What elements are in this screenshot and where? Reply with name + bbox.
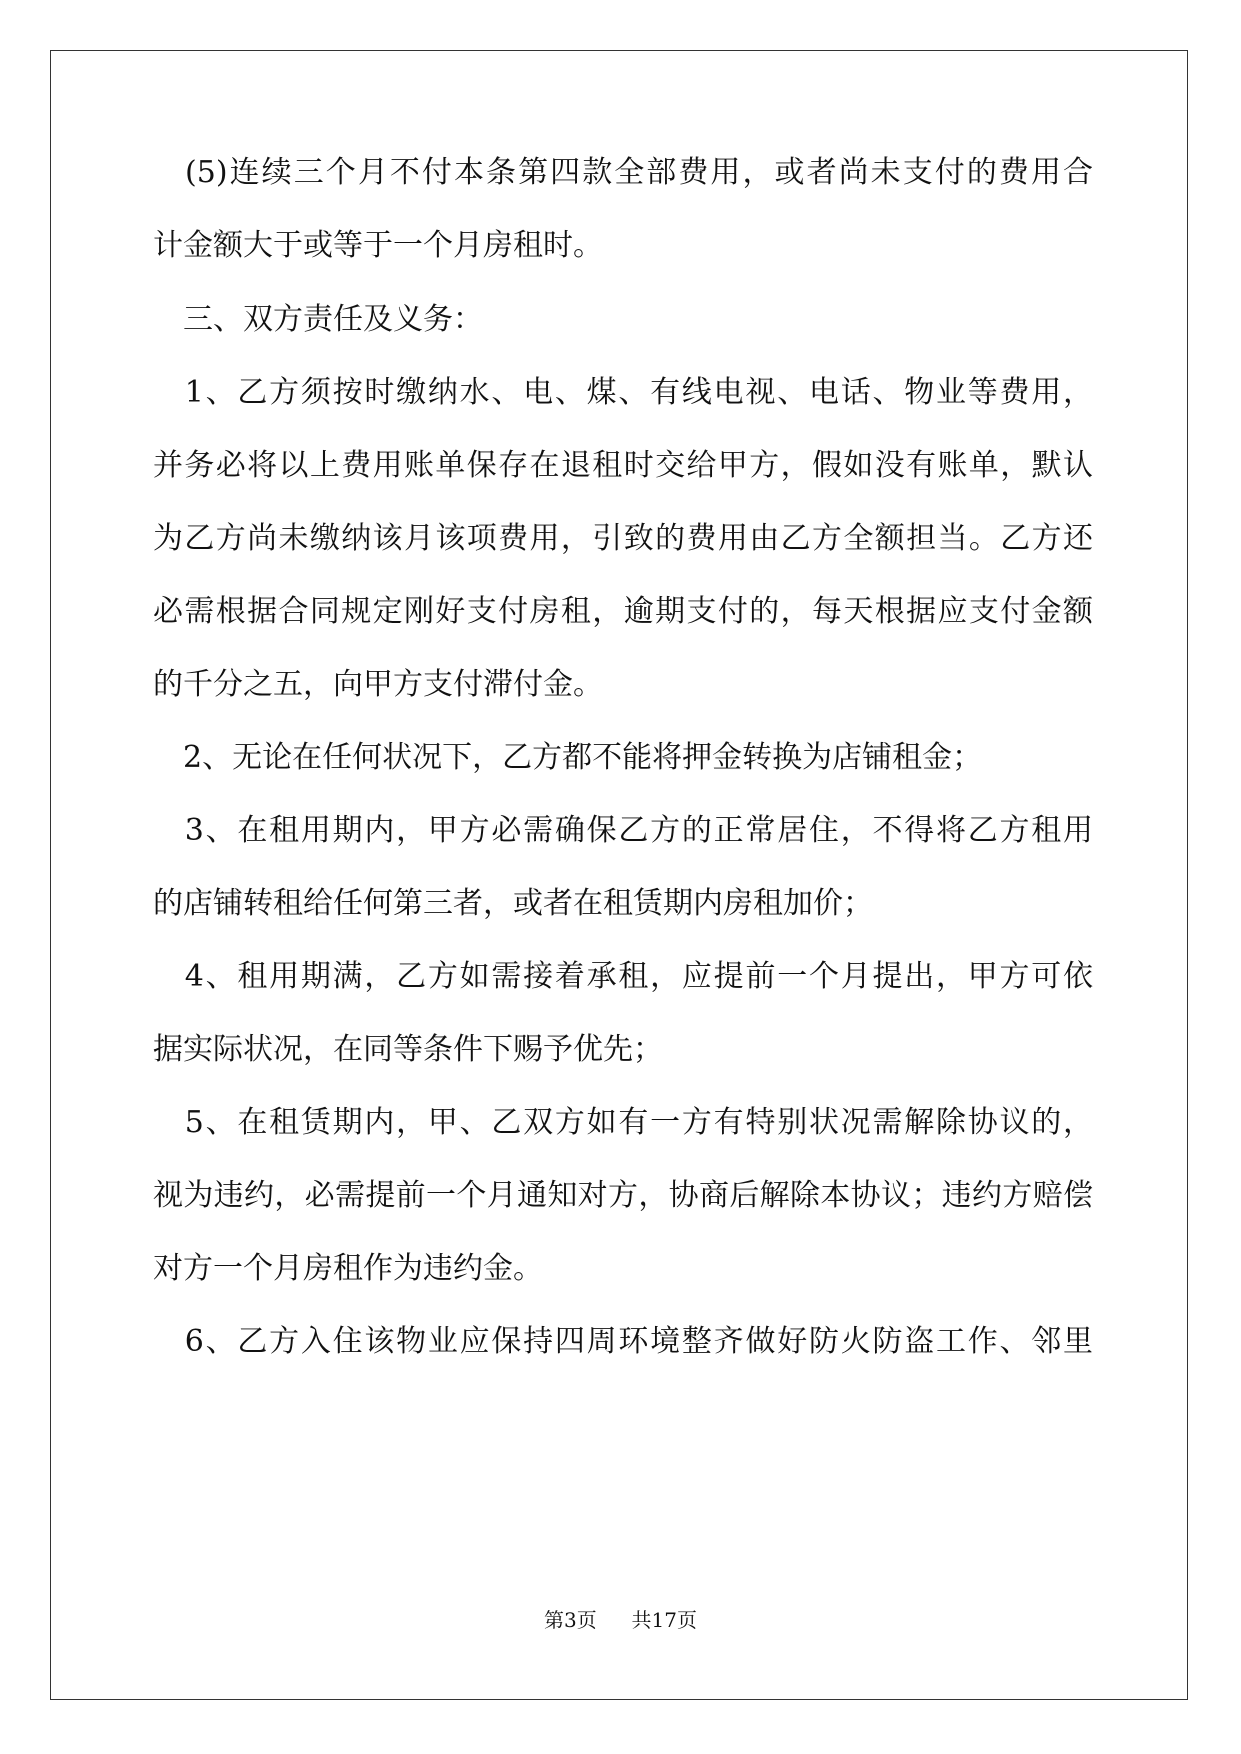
text-line: 3、在租用期内，甲方必需确保乙方的正常居住，不得将乙方租用: [153, 813, 1093, 848]
text-line: 为乙方尚未缴纳该月该项费用，引致的费用由乙方全额担当。乙方还: [153, 521, 1093, 556]
text-line: 并务必将以上费用账单保存在退租时交给甲方，假如没有账单，默认: [153, 448, 1093, 483]
text-line: 2、无论在任何状况下，乙方都不能将押金转换为店铺租金；: [153, 740, 983, 775]
page-footer: [0, 1604, 1241, 1633]
text-line: 5、在租赁期内，甲、乙双方如有一方有特别状况需解除协议的，: [153, 1105, 1093, 1140]
text-line: 6、乙方入住该物业应保持四周环境整齐做好防火防盗工作、邻里: [153, 1324, 1093, 1359]
page-border: [50, 50, 1188, 1700]
section-heading: 三、双方责任及义务：: [153, 302, 483, 337]
text-line: (5)连续三个月不付本条第四款全部费用，或者尚未支付的费用合: [153, 155, 1093, 190]
text-line: 4、租用期满，乙方如需接着承租，应提前一个月提出，甲方可依: [153, 959, 1093, 994]
text-line: 据实际状况，在同等条件下赐予优先；: [153, 1032, 663, 1067]
text-line: 对方一个月房租作为违约金。: [153, 1251, 543, 1286]
text-line: 视为违约，必需提前一个月通知对方，协商后解除本协议；违约方赔偿: [153, 1178, 1093, 1213]
text-line: 的店铺转租给任何第三者，或者在租赁期内房租加价；: [153, 886, 873, 921]
text-line: 1、乙方须按时缴纳水、电、煤、有线电视、电话、物业等费用，: [153, 375, 1093, 410]
page-total: 共17页: [631, 1608, 697, 1632]
text-line: 的千分之五，向甲方支付滞付金。: [153, 667, 603, 702]
text-line: 计金额大于或等于一个月房租时。: [153, 228, 603, 263]
page-number: 第3页: [544, 1608, 597, 1632]
text-line: 必需根据合同规定刚好支付房租，逾期支付的，每天根据应支付金额: [153, 594, 1093, 629]
